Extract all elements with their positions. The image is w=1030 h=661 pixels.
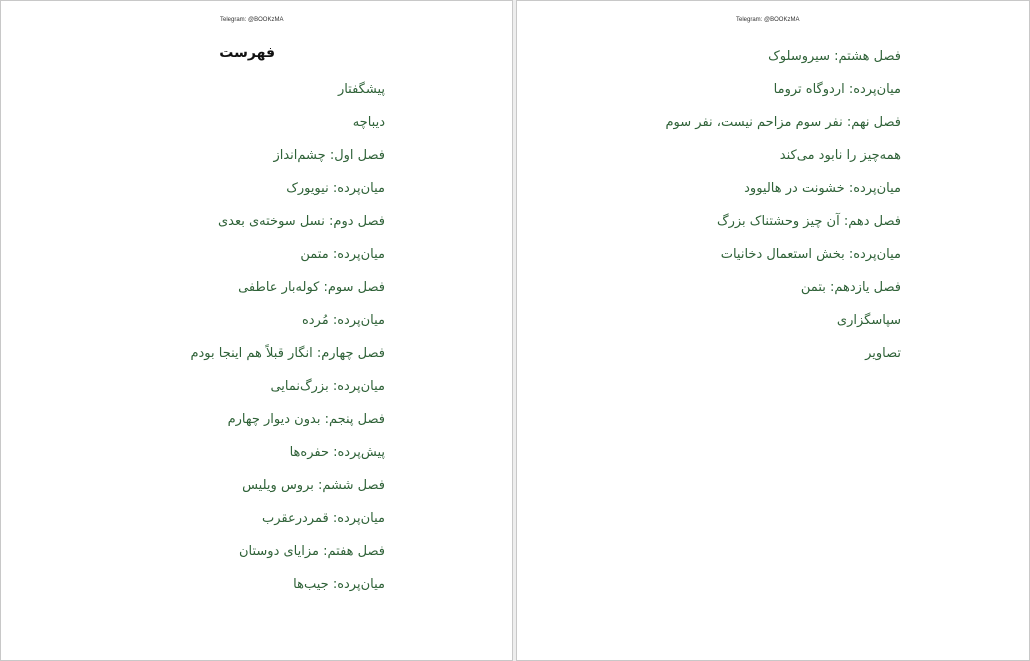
toc-item-images[interactable]: تصاویر xyxy=(865,346,901,361)
toc-item-chapter-6[interactable]: فصل ششم: بروس ویلیس xyxy=(242,478,385,493)
toc-item-interlude-6[interactable]: میان‌پرده: قمردرعقرب xyxy=(261,511,385,526)
toc-item-chapter-10[interactable]: فصل دهم: آن چیز وحشتناک بزرگ xyxy=(716,214,901,229)
toc-item-chapter-5[interactable]: فصل پنجم: بدون دیوار چهارم xyxy=(227,412,385,427)
toc-item-interlude-4[interactable]: میان‌پرده: بزرگ‌نمایی xyxy=(270,379,385,394)
toc-item-chapter-2[interactable]: فصل دوم: نسل سوخته‌ی بعدی xyxy=(217,214,385,229)
toc-item-chapter-7[interactable]: فصل هفتم: مزایای دوستان xyxy=(238,544,385,559)
toc-item-chapter-9[interactable]: فصل نهم: نفر سوم مزاحم نیست، نفر سوم xyxy=(665,115,901,130)
toc-item-chapter-3[interactable]: فصل سوم: کوله‌بار عاطفی xyxy=(238,280,385,295)
toc-list-right xyxy=(666,46,902,376)
toc-item-interlude-2[interactable]: میان‌پرده: متمن xyxy=(300,247,385,262)
toc-item-interlude-smoking[interactable]: میان‌پرده: بخش استعمال دخانیات xyxy=(720,247,901,262)
toc-item-interlude-3[interactable]: میان‌پرده: مُرده xyxy=(301,313,385,328)
toc-item-preface[interactable]: پیشگفتار xyxy=(337,82,385,97)
toc-item-prelude-holes[interactable]: پیش‌پرده: حفره‌ها xyxy=(289,445,385,460)
toc-item-interlude-pockets[interactable]: میان‌پرده: جیب‌ها xyxy=(293,577,385,592)
page-header: Telegram: @BOOKzMA xyxy=(736,17,800,23)
toc-item-interlude-new-york[interactable]: میان‌پرده: نیویورک xyxy=(286,181,385,196)
toc-item-interlude-trauma-camp[interactable]: میان‌پرده: اردوگاه تروما xyxy=(773,82,901,97)
page-right xyxy=(516,0,1030,661)
page-left xyxy=(0,0,513,661)
toc-item-chapter-1[interactable]: فصل اول: چشم‌انداز xyxy=(273,148,385,163)
toc-item-interlude-hollywood[interactable]: میان‌پرده: خشونت در هالیوود xyxy=(744,181,901,196)
toc-title: فهرست xyxy=(219,45,275,61)
page-header: Telegram: @BOOKzMA xyxy=(220,17,284,23)
toc-item-chapter-8[interactable]: فصل هشتم: سیروسلوک xyxy=(768,49,901,64)
toc-item-foreword[interactable]: دیباچه xyxy=(352,115,385,130)
toc-item-chapter-11[interactable]: فصل یازدهم: بتمن xyxy=(800,280,901,295)
toc-item-chapter-4[interactable]: فصل چهارم: انگار قبلاً هم اینجا بودم xyxy=(190,346,385,361)
toc-item-chapter-9-continued[interactable]: همه‌چیز را نابود می‌کند xyxy=(779,148,901,163)
toc-item-acknowledgments[interactable]: سپاسگزاری xyxy=(836,313,901,328)
toc-list-left xyxy=(190,79,385,607)
